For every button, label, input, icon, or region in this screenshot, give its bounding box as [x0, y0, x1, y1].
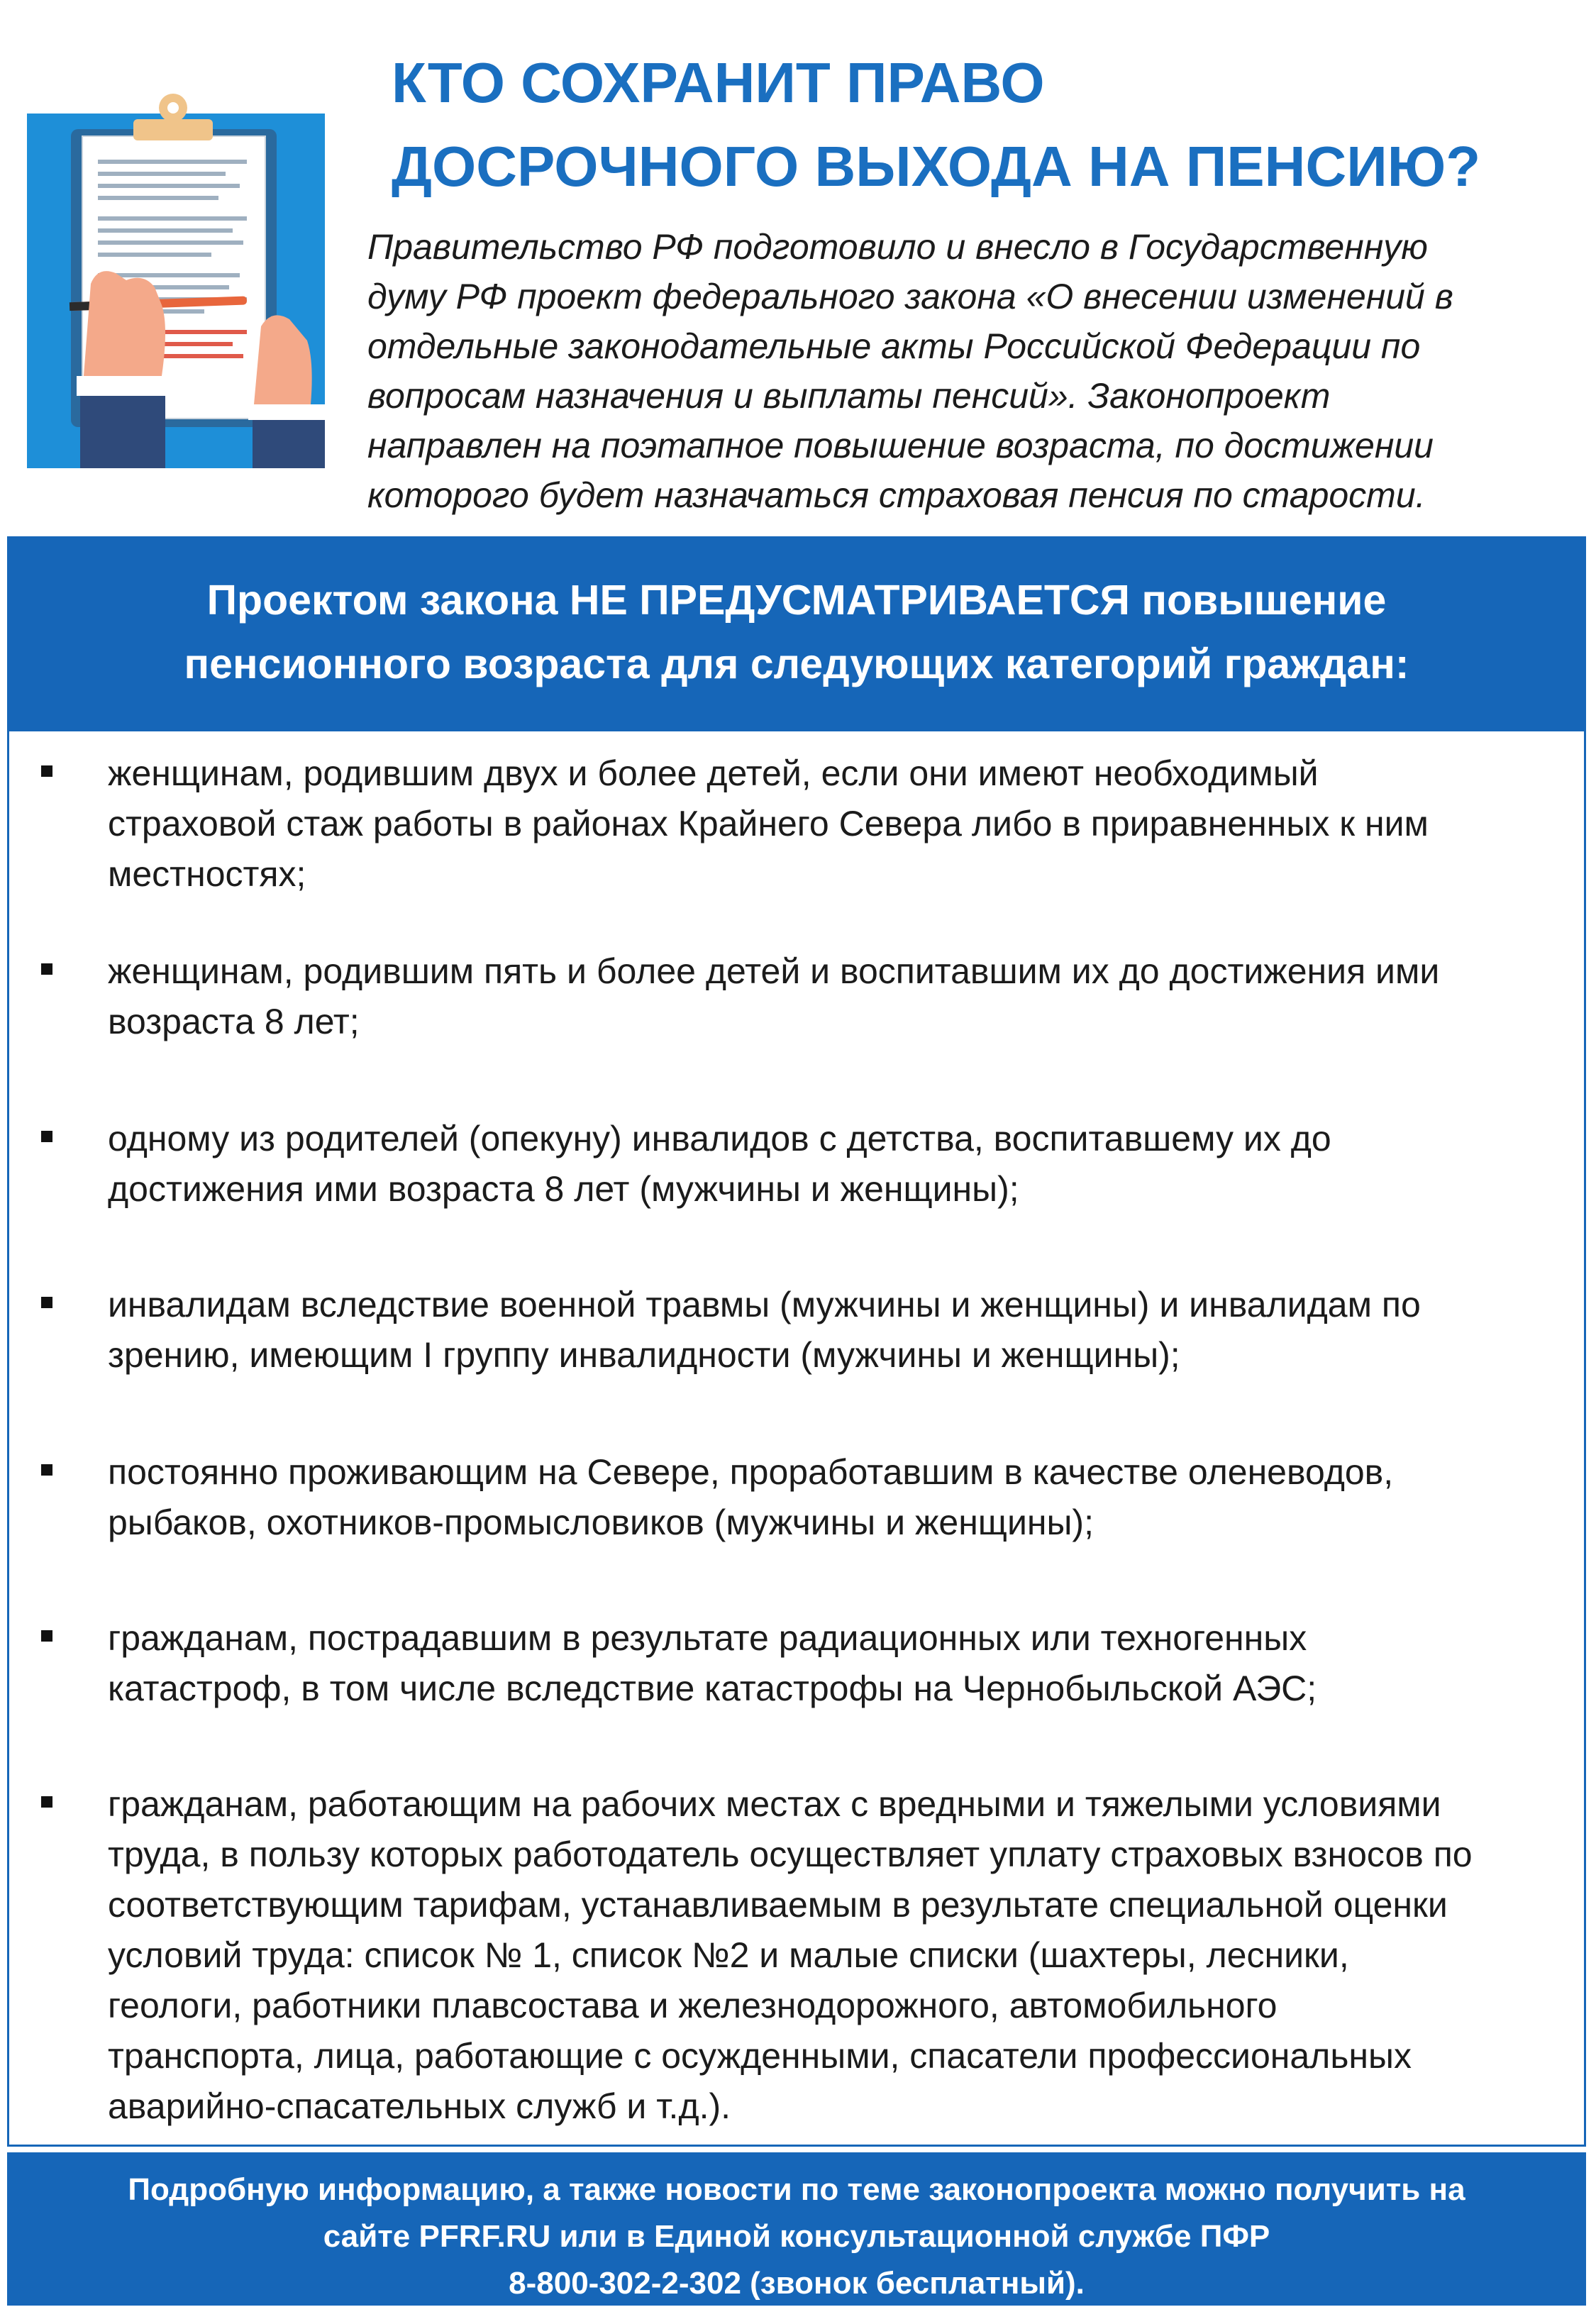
banner-line-1: Проектом закона НЕ ПРЕДУСМАТРИВАЕТСЯ повышение: [206, 577, 1387, 624]
list-item-line: труда, в пользу которых работодатель осуществляет уплату страховых взносов по: [108, 1835, 1473, 1874]
intro-line: направлен на поэтапное повышение возраста, по достижении: [367, 426, 1434, 465]
title-line-1: КТО СОХРАНИТ ПРАВО: [392, 51, 1045, 114]
list-item-line: одному из родителей (опекуну) инвалидов с детства, воспитавшему их до: [108, 1119, 1331, 1158]
intro-line: Правительство РФ подготовило и внесло в Государственную: [367, 227, 1428, 267]
footer-phone: 8-800-302-2-302 (звонок бесплатный).: [509, 2266, 1085, 2301]
list-item-line: соответствующим тарифам, устанавливаемым в результате специальной оценки: [108, 1885, 1448, 1925]
list-item-line: местностях;: [108, 854, 306, 894]
list-item-line: страховой стаж работы в районах Крайнего Севера либо в приравненных к ним: [108, 804, 1429, 843]
categories-box: [7, 536, 1586, 2147]
list-item-line: достижения ими возраста 8 лет (мужчины и женщины);: [108, 1169, 1019, 1209]
list-item-line: постоянно проживающим на Севере, проработавшим в качестве оленеводов,: [108, 1452, 1394, 1492]
list-item-line: инвалидам вследствие военной травмы (мужчины и женщины) и инвалидам по: [108, 1285, 1421, 1324]
list-item-line: рыбаков, охотников-промысловиков (мужчины и женщины);: [108, 1503, 1094, 1542]
footer-line-1: Подробную информацию, а также новости по теме законопроекта можно получить на: [128, 2172, 1465, 2207]
list-item-line: условий труда: список № 1, список №2 и малые списки (шахтеры, лесники,: [108, 1935, 1349, 1975]
page-title: [392, 41, 1541, 209]
clipboard-document-icon: [27, 92, 325, 468]
title-line-2: ДОСРОЧНОГО ВЫХОДА НА ПЕНСИЮ?: [392, 135, 1481, 198]
intro-line: вопросам назначения и выплаты пенсий». Законопроект: [367, 376, 1331, 416]
list-item-line: женщинам, родившим пять и более детей и воспитавшим их до достижения ими: [108, 951, 1440, 991]
footer-contact-banner: [7, 2152, 1586, 2306]
intro-line: думу РФ проект федерального закона «О внесении изменений в: [367, 277, 1453, 316]
list-item-line: гражданам, пострадавшим в результате радиационных или техногенных: [108, 1618, 1307, 1658]
list-item-line: катастроф, в том числе вследствие катастрофы на Чернобыльской АЭС;: [108, 1669, 1317, 1708]
list-item-line: возраста 8 лет;: [108, 1002, 360, 1041]
categories-banner: [7, 536, 1586, 731]
list-item-line: гражданам, работающим на рабочих местах с вредными и тяжелыми условиями: [108, 1784, 1441, 1824]
list-item-line: транспорта, лица, работающие с осужденными, спасатели профессиональных: [108, 2036, 1412, 2076]
banner-line-2: пенсионного возраста для следующих категорий граждан:: [184, 641, 1409, 687]
intro-paragraph: [367, 222, 1559, 520]
intro-line: отдельные законодательные акты Российской Федерации по: [367, 326, 1421, 366]
footer-line-2: сайте PFRF.RU или в Единой консультационной службе ПФР: [323, 2219, 1270, 2254]
intro-line: которого будет назначаться страховая пенсия по старости.: [367, 475, 1426, 515]
list-item-line: аварийно-спасательных служб и т.д.).: [108, 2086, 731, 2126]
list-item-line: геологи, работники плавсостава и железнодорожного, автомобильного: [108, 1986, 1278, 2025]
list-item-line: женщинам, родившим двух и более детей, если они имеют необходимый: [108, 753, 1319, 793]
list-item-line: зрению, имеющим I группу инвалидности (мужчины и женщины);: [108, 1335, 1180, 1375]
